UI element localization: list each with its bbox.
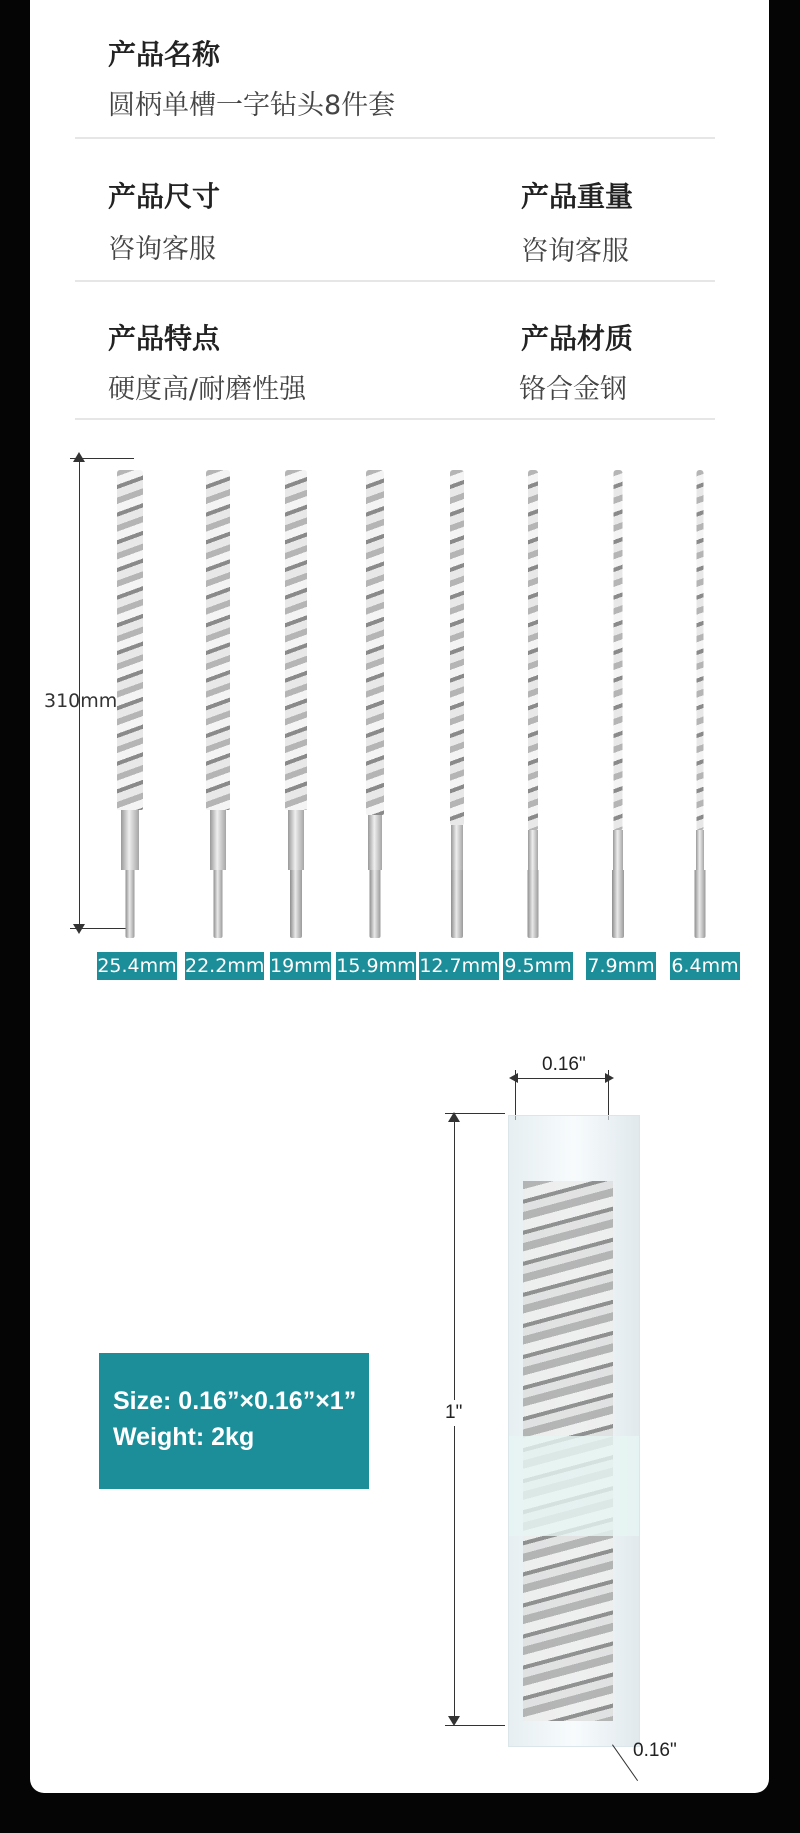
dimension-tick <box>515 1070 516 1120</box>
product-feature-label: 产品特点 <box>108 322 221 355</box>
package-band <box>509 1436 639 1536</box>
size-tag: 7.9mm <box>586 952 656 980</box>
product-feature-value: 硬度高/耐磨性强 <box>108 374 307 405</box>
dimension-tick <box>445 1725 505 1726</box>
drill-bits-image <box>30 450 769 1010</box>
product-size-value: 咨询客服 <box>108 234 216 265</box>
product-material-value: 铬合金钢 <box>519 374 627 405</box>
width-label: 0.16" <box>542 1054 586 1075</box>
size-tag: 9.5mm <box>503 952 573 980</box>
package-info-box <box>99 1353 369 1489</box>
product-material-label: 产品材质 <box>521 322 634 355</box>
arrow-right-icon <box>605 1073 614 1083</box>
dimension-tick <box>608 1070 609 1120</box>
product-weight-label: 产品重量 <box>521 180 634 213</box>
product-weight-value: 咨询客服 <box>521 236 629 267</box>
depth-label: 0.16" <box>633 1740 677 1761</box>
size-tag: 25.4mm <box>97 952 177 980</box>
width-dimension-line <box>515 1078 608 1079</box>
package-size-text: Size: 0.16”×0.16”×1” <box>113 1387 357 1415</box>
size-tag: 19mm <box>270 952 331 980</box>
package-weight-text: Weight: 2kg <box>113 1423 255 1451</box>
size-tag: 22.2mm <box>185 952 264 980</box>
product-name-value: 圆柄单槽一字钻头8件套 <box>108 90 396 121</box>
arrow-down-icon <box>73 924 85 934</box>
size-tag: 6.4mm <box>670 952 740 980</box>
divider <box>75 418 715 420</box>
product-name-label: 产品名称 <box>108 38 221 71</box>
size-tag: 12.7mm <box>419 952 499 980</box>
size-tag: 15.9mm <box>336 952 416 980</box>
dimension-tick <box>445 1113 505 1114</box>
product-size-label: 产品尺寸 <box>108 180 221 213</box>
arrow-left-icon <box>509 1073 518 1083</box>
divider <box>75 280 715 282</box>
length-label: 310mm <box>44 690 118 712</box>
product-detail-card <box>30 0 769 1793</box>
divider <box>75 137 715 139</box>
dimension-tick <box>70 928 134 929</box>
height-label: 1" <box>445 1400 462 1426</box>
package-box <box>508 1115 640 1747</box>
package-diagram <box>30 1030 769 1790</box>
